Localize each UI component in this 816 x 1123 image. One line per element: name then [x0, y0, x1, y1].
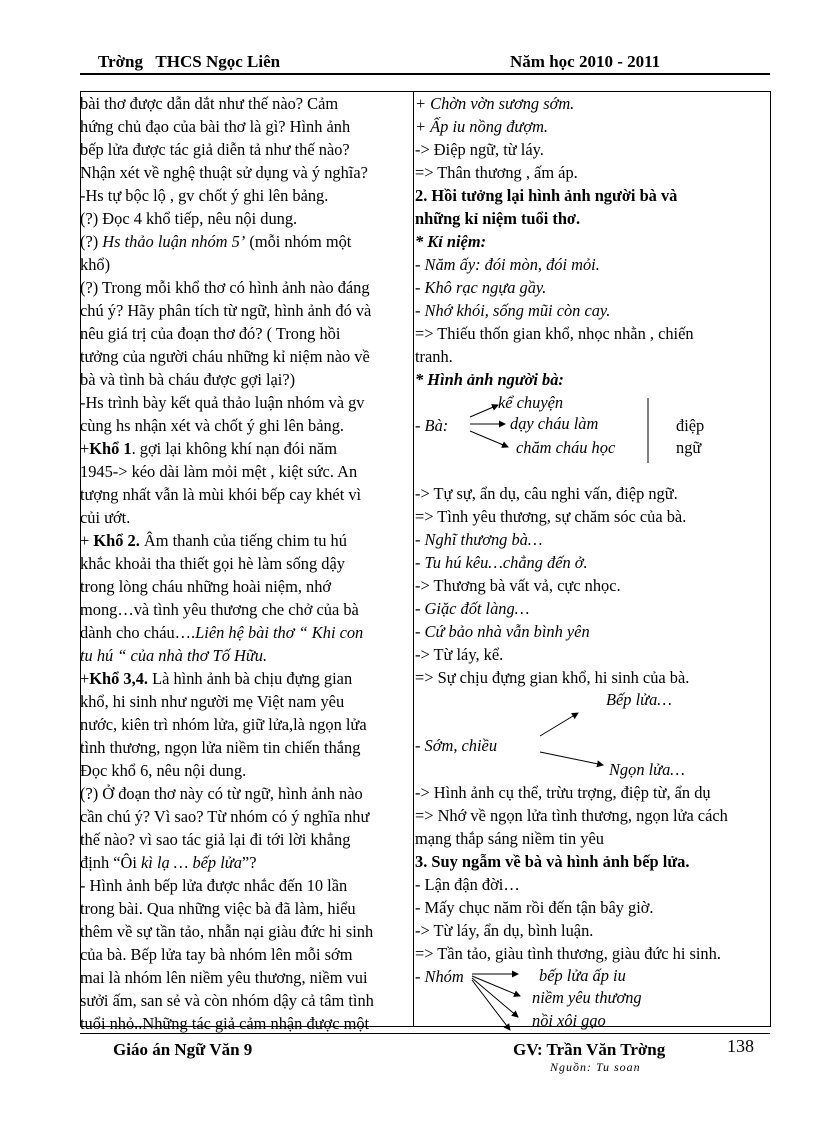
right-line: - Giặc đốt làng…: [415, 599, 530, 618]
left-line: của bà. Bếp lửa tay bà nhóm lên mỗi sớm: [80, 945, 353, 964]
text-run: ”?: [241, 853, 257, 872]
page-number: 138: [727, 1036, 754, 1056]
left-line: (?) Trong mỗi khổ thơ có hình ảnh nào đáng: [80, 278, 370, 297]
left-line: khổ): [80, 255, 111, 274]
right-line: => Tần tảo, giàu tình thương, giàu đức hi sinh.: [415, 944, 721, 963]
text-run: dành cho cháu….: [80, 623, 196, 642]
right-line: => Tình yêu thương, sự chăm sóc của bà.: [415, 507, 687, 526]
header-year: Năm học 2010 - 2011: [510, 52, 661, 71]
right-line: -> Điệp ngữ, từ láy.: [415, 140, 544, 159]
text-run: Khổ 3,4.: [89, 669, 148, 688]
left-line: chú ý? Hãy phân tích từ ngữ, hình ảnh đó và: [80, 301, 372, 320]
diep-label: điệp: [676, 416, 705, 435]
left-line: cần chú ý? Vì sao? Từ nhóm có ý nghĩa như: [80, 807, 370, 826]
right-line: + Ấp iu nồng đượm.: [415, 117, 549, 136]
text-run: . gợi lại không khí nạn đói năm: [131, 439, 337, 458]
text-run: (mỗi nhóm một: [245, 232, 352, 251]
left-line: thế nào? vì sao tác giả lại đi tới lời khẳng: [80, 830, 351, 849]
left-line: tình thương, ngọn lửa niềm tin chiến thắng: [80, 738, 361, 757]
text-run: Khổ 2.: [93, 531, 140, 550]
left-line: củi ướt.: [80, 508, 131, 527]
text-run: Là hình ảnh bà chịu đựng gian: [148, 669, 353, 688]
left-line: [80, 646, 267, 666]
nhom-branch: bếp lửa ấp iu: [539, 966, 626, 985]
right-line: - Năm ấy: đói mòn, đói mỏi.: [415, 255, 600, 274]
left-line: trong lòng cháu những hoài niệm, nhớ: [80, 577, 332, 596]
left-line: cùng hs nhận xét và chốt ý ghi lên bảng.: [80, 416, 345, 435]
header-school: Trờng THCS Ngọc Liên: [98, 52, 281, 71]
left-line: [80, 853, 256, 873]
right-line: => Thiếu thốn gian khổ, nhọc nhằn , chiến: [415, 324, 694, 343]
nhom-label: - Nhóm: [415, 967, 464, 986]
column-divider: [413, 91, 414, 1027]
left-line: Nhận xét về nghệ thuật sử dụng và ý nghĩa?: [80, 163, 368, 182]
text-run: +: [80, 439, 90, 458]
right-line: => Sự chịu đựng gian khổ, hi sinh của bà.: [415, 668, 690, 687]
left-line: nêu giá trị của đoạn thơ đó? ( Trong hồi: [80, 324, 341, 343]
left-line: - Hình ảnh bếp lửa được nhắc đến 10 lần: [80, 876, 348, 895]
footer-teacher: GV: Trần Văn Trờng: [513, 1040, 666, 1059]
left-line: Đọc khổ 6, nêu nội dung.: [80, 761, 247, 780]
left-line: bà và tình bà cháu được gợi lại?): [80, 370, 296, 389]
left-line: (?) Ở đoạn thơ này có từ ngữ, hình ảnh nào: [80, 784, 363, 803]
right-line: - Cứ bảo nhà vẫn bình yên: [415, 622, 590, 641]
text-run: kì lạ … bếp lửa: [141, 853, 242, 872]
bep-lua-label: Bếp lửa…: [606, 690, 672, 709]
footer-left: Giáo án Ngữ Văn 9: [113, 1040, 253, 1059]
left-line: khắc khoải tha thiết gọi hè làm sống dậy: [80, 554, 345, 573]
right-line: => Nhớ về ngọn lửa tình thương, ngọn lửa cách: [415, 806, 728, 825]
right-line: - Lận đận đời…: [415, 875, 520, 894]
left-line: [80, 439, 337, 459]
right-line: tranh.: [415, 347, 453, 366]
left-line: tưởng của người cháu những kỉ niệm nào về: [80, 347, 370, 366]
left-line: -Hs tự bộc lộ , gv chốt ý ghi lên bảng.: [80, 186, 329, 205]
section-heading: những kỉ niệm tuổi thơ.: [415, 209, 581, 228]
nhom-branch: nồi xôi gạo: [532, 1011, 606, 1030]
left-line: mong…và tình yêu thương che chở của bà: [80, 600, 359, 619]
left-line: khổ, hi sinh như người mẹ Việt nam yêu: [80, 692, 345, 711]
right-line: - Khô rạc ngựa gầy.: [415, 278, 547, 297]
text-run: định “Ôi: [80, 853, 142, 872]
left-line: [80, 232, 351, 252]
text-run: tu hú “ của nhà thơ Tố Hữu.: [80, 646, 268, 665]
left-line: [80, 623, 363, 643]
left-line: (?) Đọc 4 khổ tiếp, nêu nội dung.: [80, 209, 298, 228]
header-rule: [80, 73, 770, 75]
section-heading: 2. Hồi tưởng lại hình ảnh người bà và: [415, 186, 678, 205]
left-line: bếp lửa được tác giả diễn tả như thế nào?: [80, 140, 350, 159]
footer-source: Nguồn: Tu soan: [550, 1060, 641, 1074]
left-line: [80, 669, 352, 689]
text-run: +: [80, 531, 94, 550]
right-line: + Chờn vờn sương sớm.: [415, 94, 575, 113]
ba-label: - Bà:: [415, 416, 449, 435]
right-line: - Tu hú kêu…chẳng đến ở.: [415, 553, 588, 572]
right-line: -> Từ láy, ẩn dụ, bình luận.: [415, 921, 594, 940]
left-line: [80, 531, 347, 551]
text-run: (?): [80, 232, 103, 251]
right-line: -> Từ láy, kể.: [415, 645, 504, 664]
footer-rule: [80, 1033, 770, 1034]
ngon-lua-label: Ngọn lửa…: [609, 760, 685, 779]
left-line: -Hs trình bày kết quả thảo luận nhóm và gv: [80, 393, 365, 412]
left-line: nước, kiên trì nhóm lửa, giữ lửa,là ngọn lửa: [80, 715, 367, 734]
nhom-branch: niềm yêu thương: [532, 988, 642, 1007]
section-heading: 3. Suy ngẫm về bà và hình ảnh bếp lửa.: [415, 852, 690, 871]
ba-branch: kể chuyện: [498, 393, 564, 412]
text-run: Khổ 1: [89, 439, 132, 458]
ba-branch: chăm cháu học: [516, 438, 616, 457]
som-chieu-label: - Sớm, chiều: [415, 736, 498, 755]
left-line: mai là nhóm lên niềm yêu thương, niềm vui: [80, 968, 368, 987]
right-line: - Nhớ khói, sống mũi còn cay.: [415, 301, 611, 320]
right-line: => Thân thương , ấm áp.: [415, 163, 578, 182]
ngu-label: ngữ: [676, 438, 702, 457]
right-line: -> Hình ảnh cụ thể, trừu trợng, điệp từ, ẩn dụ: [415, 783, 711, 802]
ba-branch: dạy cháu làm: [510, 414, 599, 433]
subheading: * Kỉ niệm:: [415, 232, 487, 251]
right-line: - Mấy chục năm rồi đến tận bây giờ.: [415, 898, 654, 917]
right-line: -> Thương bà vất vả, cực nhọc.: [415, 576, 621, 595]
text-run: Âm thanh của tiếng chim tu hú: [139, 531, 347, 550]
left-line: sưởi ấm, san sẻ và còn nhóm dậy cả tâm tình: [80, 991, 374, 1010]
left-line: trong bài. Qua những việc bà đã làm, hiểu: [80, 899, 356, 918]
right-line: mạng thắp sáng niềm tin yêu: [415, 829, 604, 848]
text-run: Hs thảo luận nhóm 5’: [102, 232, 246, 251]
left-line: thêm về sự tần tảo, nhẫn nại giàu đức hi sinh: [80, 922, 374, 941]
subheading: * Hình ảnh người bà:: [415, 370, 564, 389]
text-run: Liên hệ bài thơ “ Khi con: [195, 623, 364, 642]
left-line: hứng chủ đạo của bài thơ là gì? Hình ảnh: [80, 117, 351, 136]
left-line: tượng nhất vẫn là mùi khói bếp cay khét vì: [80, 485, 362, 504]
text-run: +: [80, 669, 90, 688]
left-line: bài thơ được dẫn dắt như thế nào? Cảm: [80, 94, 339, 113]
left-line: 1945-> kéo dài làm mỏi mệt , kiệt sức. An: [80, 462, 358, 481]
left-line: tuổi nhỏ..Những tác giả cảm nhận được một: [80, 1014, 370, 1033]
right-line: -> Tự sự, ẩn dụ, câu nghi vấn, điệp ngữ.: [415, 484, 678, 503]
right-line: - Nghĩ thương bà…: [415, 530, 543, 549]
